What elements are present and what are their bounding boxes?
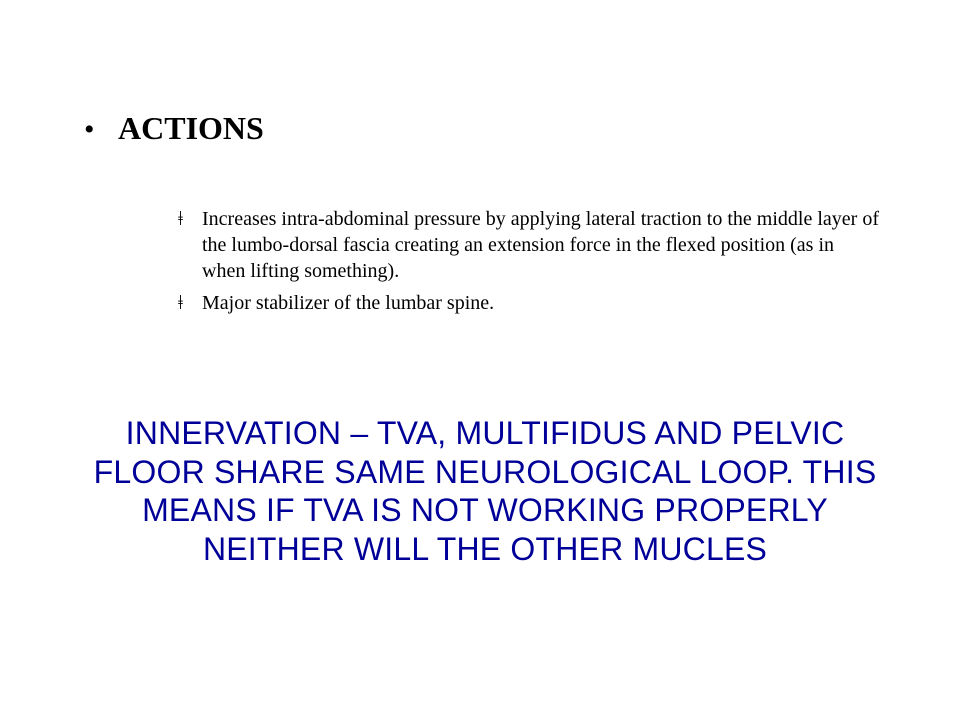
heading-row: [84, 108, 264, 150]
list-item: [178, 290, 898, 316]
heading-bullet: •: [84, 113, 95, 146]
actions-list: [178, 206, 898, 322]
sub-bullet-icon: ǂ: [178, 292, 183, 314]
sub-bullet-icon: ǂ: [178, 208, 183, 230]
innervation-paragraph: INNERVATION – TVA, MULTIFIDUS AND PELVIC FLOOR SHARE SAME NEUROLOGICAL LOOP. THIS MEANS IF TVA IS NOT WORKING PROPERLY NEITHER WILL THE OTHER MUCLES: [93, 415, 877, 567]
list-item-text: Major stabilizer of the lumbar spine.: [202, 292, 495, 314]
list-item: [178, 206, 898, 284]
list-item-text: Increases intra-abdominal pressure by applying lateral traction to the middle layer of the lumbo-dorsal fascia creating an extension force in the flexed position (as in when lifting something).: [202, 208, 879, 282]
heading-actions: ACTIONS: [118, 110, 264, 146]
